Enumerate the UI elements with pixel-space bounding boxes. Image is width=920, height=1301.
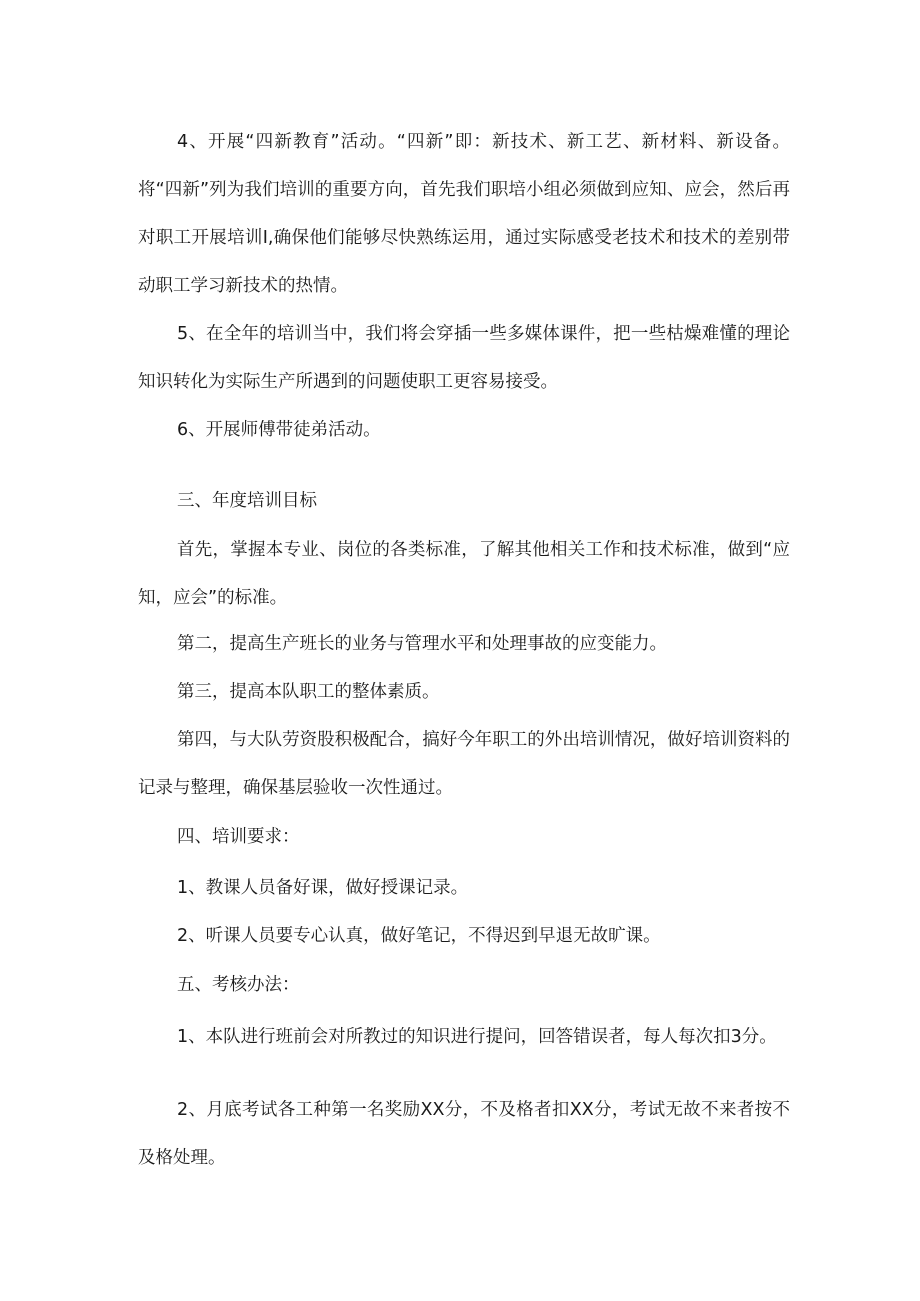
section-heading-assessment-methods: 五、考核办法： — [177, 975, 300, 995]
paragraph-assessment-two: 2、月底考试各工种第一名奖励XX分，不及格者扣XX分，考试无故不来者按不及格处理。 — [138, 1100, 790, 1168]
paragraph-mentor-apprentice: 6、开展师傅带徒弟活动。 — [177, 420, 381, 440]
paragraph-requirement-one: 1、教课人员备好课，做好授课记录。 — [177, 878, 469, 898]
paragraph-four-new-education: 4、开展“四新教育”活动。“四新”即：新技术、新工艺、新材料、新设备。将“四新”列为我们培训的重要方向，首先我们职培小组必须做到应知、应会，然后再对职工开展培训I,确保他们能够尽快熟练运用，通过实际感受老技术和技术的差别带动职工学习新技术的热情。 — [138, 132, 790, 296]
paragraph-goal-fourth: 第四，与大队劳资股积极配合，搞好今年职工的外出培训情况，做好培训资料的记录与整理，确保基层验收一次性通过。 — [138, 730, 790, 798]
paragraph-assessment-one: 1、本队进行班前会对所教过的知识进行提问，回答错误者，每人每次扣3分。 — [177, 1027, 777, 1047]
paragraph-multimedia-courseware: 5、在全年的培训当中，我们将会穿插一些多媒体课件，把一些枯燥难懂的理论知识转化为实际生产所遇到的问题使职工更容易接受。 — [138, 324, 790, 392]
paragraph-requirement-two: 2、听课人员要专心认真，做好笔记，不得迟到早退无故旷课。 — [177, 926, 661, 946]
paragraph-goal-second: 第二，提高生产班长的业务与管理水平和处理事故的应变能力。 — [177, 634, 667, 654]
section-heading-annual-goals: 三、年度培训目标 — [177, 491, 317, 511]
paragraph-goal-first: 首先，掌握本专业、岗位的各类标准，了解其他相关工作和技术标准，做到“应知，应会”的标准。 — [138, 540, 790, 608]
paragraph-goal-third: 第三，提高本队职工的整体素质。 — [177, 682, 440, 702]
section-heading-training-requirements: 四、培训要求： — [177, 827, 300, 847]
